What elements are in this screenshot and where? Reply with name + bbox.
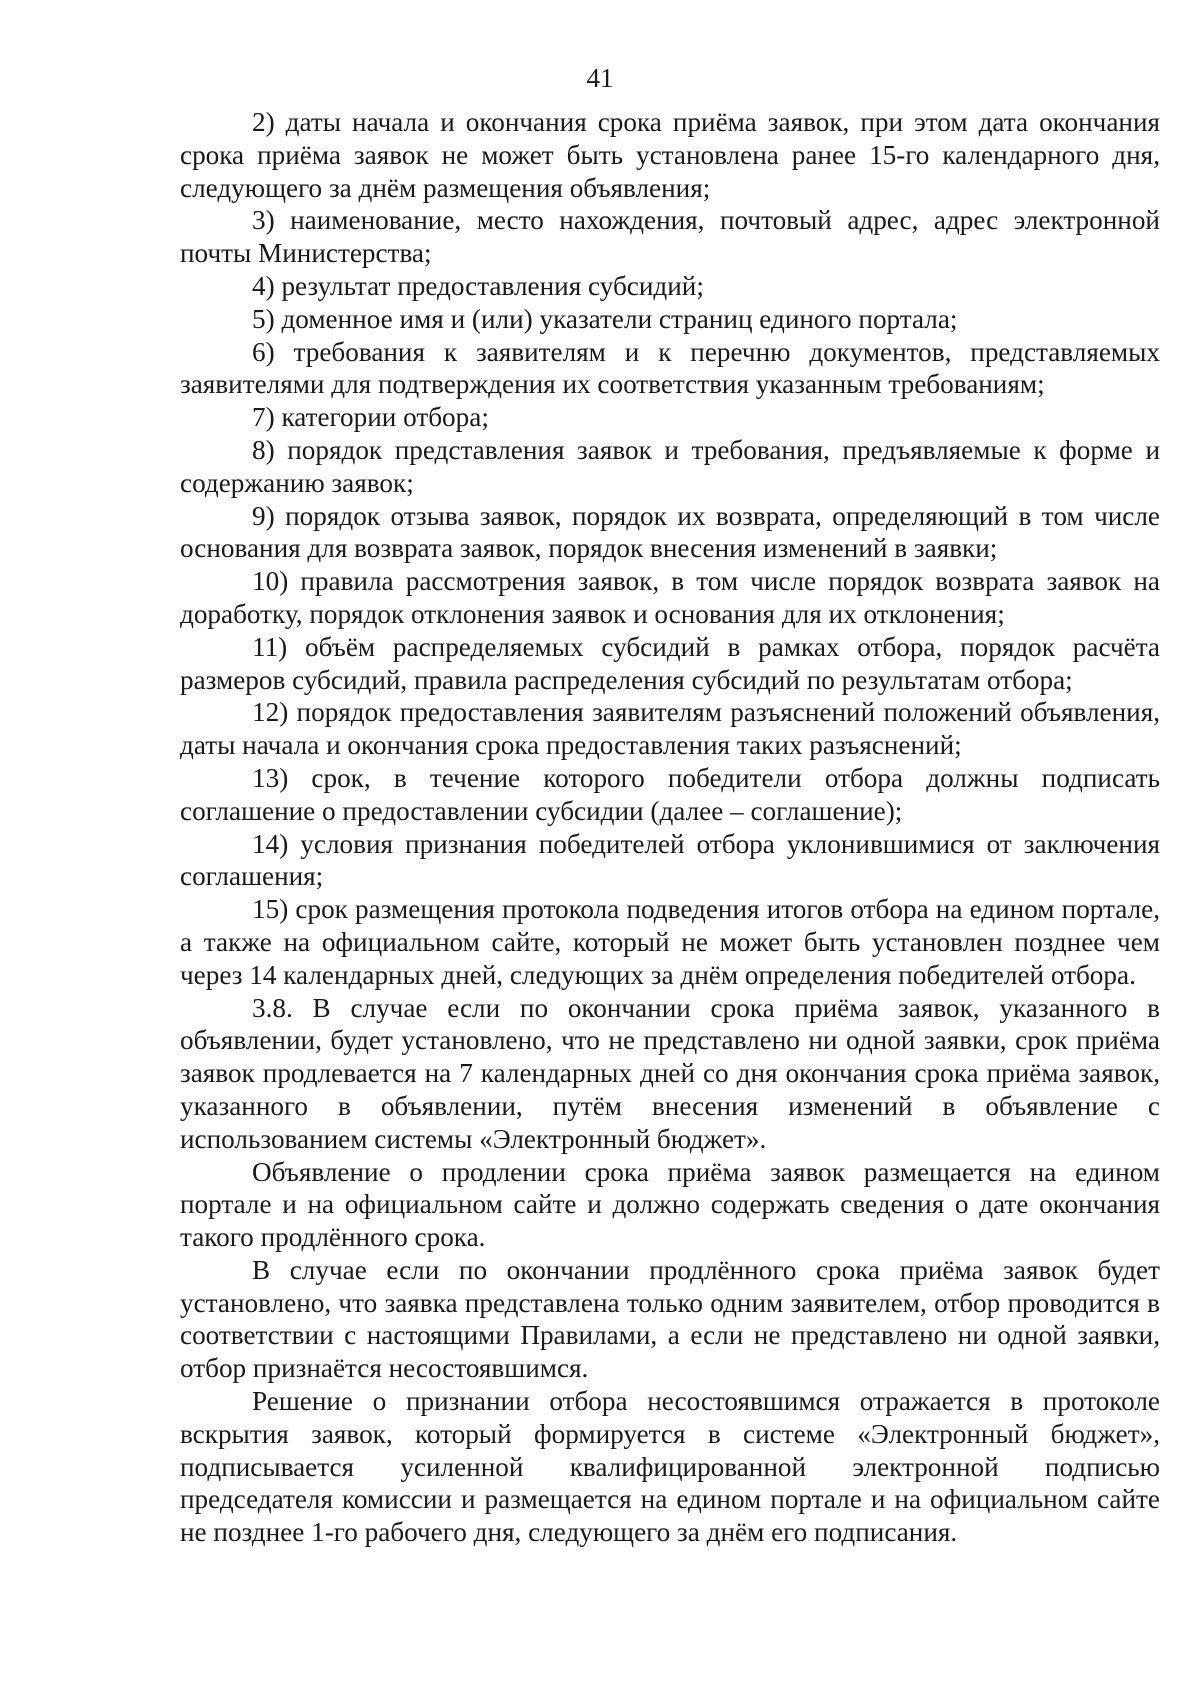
list-item-15: 15) срок размещения протокола подведения итогов отбора на едином портале, а также на официальном сайте, который не может быть установлен позднее чем через 14 календарных дней, следующих за днём определения победителей отбора. [180, 894, 1160, 990]
list-item-14: 14) условия признания победителей отбора уклонившимися от заключения соглашения; [180, 828, 1160, 892]
decision-paragraph: Решение о признании отбора несостоявшимся отражается в протоколе вскрытия заявок, который формируется в системе «Электронный бюджет», подписывается усиленной квалифицированной электронной подписью председателя комиссии и размещается на едином портале и на официальном сайте не позднее 1-го рабочего дня, следующего за днём его подписания. [180, 1386, 1160, 1548]
list-item-9: 9) порядок отзыва заявок, порядок их возврата, определяющий в том числе основания для возврата заявок, порядок внесения изменений в заявки; [180, 500, 1160, 564]
list-item-13: 13) срок, в течение которого победители отбора должны подписать соглашение о предоставлении субсидии (далее – соглашение); [180, 762, 1160, 826]
page-number: 41 [586, 63, 614, 93]
list-item-12: 12) порядок предоставления заявителям разъяснений положений объявления, даты начала и окончания срока предоставления таких разъяснений; [180, 697, 1160, 761]
list-item-11: 11) объём распределяемых субсидий в рамках отбора, порядок расчёта размеров субсидий, правила распределения субсидий по результатам отбора; [180, 631, 1160, 695]
list-item-2: 2) даты начала и окончания срока приёма заявок, при этом дата окончания срока приёма заявок не может быть установлена ранее 15-го календарного дня, следующего за днём размещения объявления; [180, 107, 1160, 203]
single-applicant-paragraph: В случае если по окончании продлённого срока приёма заявок будет установлено, что заявка представлена только одним заявителем, отбор проводится в соответствии с настоящими Правилами, а если не представлено ни одной заявки, отбор признаётся несостоявшимся. [180, 1254, 1160, 1384]
list-item-5: 5) доменное имя и (или) указатели страниц единого портала; [252, 303, 958, 334]
list-item-4: 4) результат предоставления субсидий; [252, 270, 704, 301]
list-item-3: 3) наименование, место нахождения, почтовый адрес, адрес электронной почты Министерства; [180, 205, 1160, 269]
list-item-8: 8) порядок представления заявок и требования, предъявляемые к форме и содержанию заявок; [180, 434, 1160, 498]
extension-notice-paragraph: Объявление о продлении срока приёма заявок размещается на едином портале и на официальном сайте и должно содержать сведения о дате окончания такого продлённого срока. [180, 1156, 1160, 1253]
list-item-7: 7) категории отбора; [252, 402, 489, 433]
section-3-8-paragraph: 3.8. В случае если по окончании срока приёма заявок, указанного в объявлении, будет установлено, что не представлено ни одной заявки, срок приёма заявок продлевается на 7 календарных дней со дня окончания срока приёма заявок, указанного в объявлении, путём внесения изменений в объявление с использованием системы «Электронный бюджет». [180, 992, 1160, 1154]
list-item-10: 10) правила рассмотрения заявок, в том числе порядок возврата заявок на доработку, порядок отклонения заявок и основания для их отклонения; [180, 566, 1160, 629]
list-item-6: 6) требования к заявителям и к перечню документов, представляемых заявителями для подтверждения их соответствия указанным требованиям; [180, 336, 1160, 400]
document-body [180, 106, 1160, 1549]
